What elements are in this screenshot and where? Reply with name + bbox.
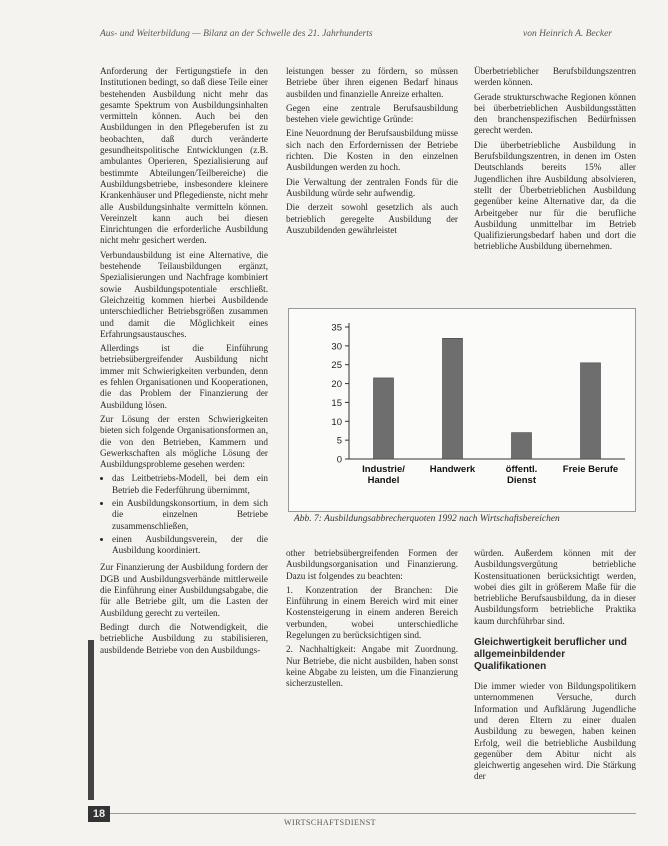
y-tick-label: 0 (336, 454, 342, 466)
y-tick-label: 30 (331, 341, 342, 353)
y-tick-label: 10 (331, 416, 342, 428)
paragraph: leistungen besser zu fördern, so müssen Betriebe über ihren eigenen Bedarf hinaus ausbilden und finanzielle Anreize erhalten. (286, 66, 458, 99)
paragraph: würden. Außerdem können mit der Ausbildungsvergütung betriebliche Kostensituationen berücksichtigt werden, wobei dies gilt in größerem Maße für die betriebliche Berufsausbildung, da in dieser Ausbildungsform betriebliche Praktika kaum durchführbar sind. (474, 548, 636, 626)
paragraph: Die derzeit sowohl gesetzlich als auch betrieblich geregelte Ausbildung der Auszubildenden gewährleistet (286, 202, 458, 235)
paragraph: Die überbetriebliche Ausbildung in Berufsbildungszentren, in denen im Osten Deutschlands bereits 15% aller Jugendlichen ihre Ausbildung absolvieren, stellt der Überbetrieblichen Ausbildung gegenüber keine Alternative dar, da die Arbeitgeber nur für die berufliche Ausbildung unmittelbar im Betrieb Qualifizierungsbedarf haben und dort die betriebliche Ausbildung übernehmen. (474, 139, 636, 252)
figure-caption: Abb. 7: Ausbildungsabbrecherquoten 1992 nach Wirtschaftsbereichen (294, 514, 560, 524)
paragraph: Verbundausbildung ist eine Alternative, die bestehende Teilausbildungen ergänzt, Spezialisierungen und Nachfrage kombiniert sowie Ausbildungspotentiale erschließt. Gleichzeitig kommen hierbei Ausbildende unterschiedlicher Betriebsgrößen zusammen und damit die Möglichkeit eines Erfahrungsaustausches. (100, 249, 268, 339)
numbered-item: 2. Nachhaltigkeit: Angabe mit Zuordnung. Nur Betriebe, die nicht ausbilden, haben sonst keine Abgabe zu leisten, um die Finanzierung sicherzustellen. (286, 644, 458, 689)
x-tick-label: öffentl. (505, 464, 538, 475)
paragraph: Zur Finanzierung der Ausbildung fordern der DGB und Ausbildungsverbände mittlerweile die Einführung einer Ausbildungsabgabe, die für alle Betriebe gilt, um die Lasten der Ausbildung gerecht zu verteilen. (100, 562, 268, 618)
bullet-list (100, 473, 268, 556)
bar (443, 338, 463, 459)
journal-name: WIRTSCHAFTSDIENST (284, 818, 377, 827)
paragraph: Gegen eine zentrale Berufsausbildung bestehen viele gewichtige Gründe: (286, 102, 458, 125)
bar (581, 363, 601, 459)
y-tick-label: 15 (331, 397, 342, 409)
paragraph: Eine Neuordnung der Berufsausbildung müsse sich nach den Erfordernissen der Betriebe richten. Die Kosten in den einzelnen Ausbildungen werden zu hoch. (286, 128, 458, 173)
running-header-title: Aus- und Weiterbildung — Bilanz an der Schwelle des 21. Jahrhunderts (100, 29, 373, 39)
bar-chart (289, 309, 635, 511)
bar (512, 433, 532, 459)
x-tick-label: Handel (367, 475, 400, 486)
y-tick-label: 25 (331, 360, 342, 372)
paragraph: Allerdings ist die Einführung betriebsübergreifender Ausbildung nicht immer mit Schwierigkeiten verbunden, denn es fehlen Organisationen und Kooperationen, die das Problem der Finanzierung der Ausbildung lösen. (100, 343, 268, 410)
x-tick-label: Industrie/ (362, 464, 405, 475)
paragraph: Die immer wieder von Bildungspolitikern unternommenen Versuche, durch Information und Aufklärung Jugendliche und deren Eltern zu einer dualen Ausbildung zu bewegen, haben keinen Erfolg, weil die betriebliche Ausbildung gegenüber dem Abitur nicht als gleichwertig angesehen wird. Die Stärkung der (474, 681, 636, 782)
list-item: • das Leitbetriebs-Modell, bei dem ein Betrieb die Federführung übernimmt, (112, 473, 268, 496)
paragraph: Die Verwaltung der zentralen Fonds für die Ausbildung würde sehr aufwendig. (286, 176, 458, 198)
bar (374, 378, 394, 459)
numbered-item: 1. Konzentration der Branchen: Die Einführung in einem Bereich wird mit einer Kostensteigerung in einem anderen Bereich verbunden, wobei unterschiedliche Regelungen zu berücksichtigen sind. (286, 584, 458, 641)
x-tick-label: Freie Berufe (562, 464, 619, 475)
paragraph: Überbetrieblicher Berufsbildungszentren werden können. (474, 66, 636, 88)
column-3-bottom (474, 548, 636, 786)
page-edge-strip (88, 640, 94, 800)
running-header-author: von Heinrich A. Becker (523, 29, 612, 39)
column-1 (100, 66, 268, 659)
y-tick-label: 5 (336, 435, 342, 447)
paragraph: Gerade strukturschwache Regionen können bei überbetrieblichen Ausbildungsstätten den branchenspezifischen Bedürfnissen gerecht werden. (474, 91, 636, 136)
column-3-top (474, 66, 636, 256)
list-item: • ein Ausbildungskonsortium, in dem sich die einzelnen Betriebe zusammenschließen, (112, 498, 268, 532)
bar-chart-figure (288, 308, 636, 512)
column-2-top (286, 66, 458, 239)
paragraph: Anforderung der Fertigungstiefe in den Institutionen bedingt, so daß diese Teile einer bestehenden Ausbildung nicht mehr das gesamte Spektrum von Ausbildungsinhalten vermitteln können. Auch bei den Ausbildungen in den Pflegeberufen ist zu beobachten, daß durch veränderte gesundheitspolitische Entwicklungen (z.B. ambulantes Operieren, Spezialisierung auf bestimmte Abteilungen/Teilbereiche) die Ausbildungsbetriebe, insbesondere kleinere Krankenhäuser und Pflegedienste, nicht mehr alle Ausbildungsinhalte vermitteln können. Vereinzelt kann auch bei diesen Einrichtungen die erforderliche Ausbildung nicht mehr gesichert werden. (100, 66, 268, 246)
column-2-bottom (286, 548, 458, 693)
x-tick-label: Handwerk (429, 464, 476, 475)
footer-rule (100, 813, 636, 814)
page-number: 18 (88, 806, 110, 822)
y-tick-label: 20 (331, 379, 342, 391)
list-item: • einen Ausbildungsverein, der die Ausbildung koordiniert. (112, 534, 268, 557)
paragraph: Zur Lösung der ersten Schwierigkeiten bieten sich folgende Organisationsformen an, die von den Betrieben, Kammern und Gewerkschaften als mögliche Lösung der Ausbildungsprobleme gesehen werden: (100, 413, 268, 470)
y-tick-label: 35 (331, 322, 342, 334)
paragraph: Bedingt durch die Notwendigkeit, die betriebliche Ausbildung zu stabilisieren, ausbildende Betriebe von den Ausbildungs- (100, 621, 268, 655)
paragraph: other betriebsübergreifenden Formen der Ausbildungsorganisation und Finanzierung. Dazu ist folgendes zu beachten: (286, 548, 458, 581)
x-tick-label: Dienst (506, 475, 537, 486)
section-heading: Gleichwertigkeit beruflicher und allgemeinbildender Qualifikationen (474, 637, 627, 673)
